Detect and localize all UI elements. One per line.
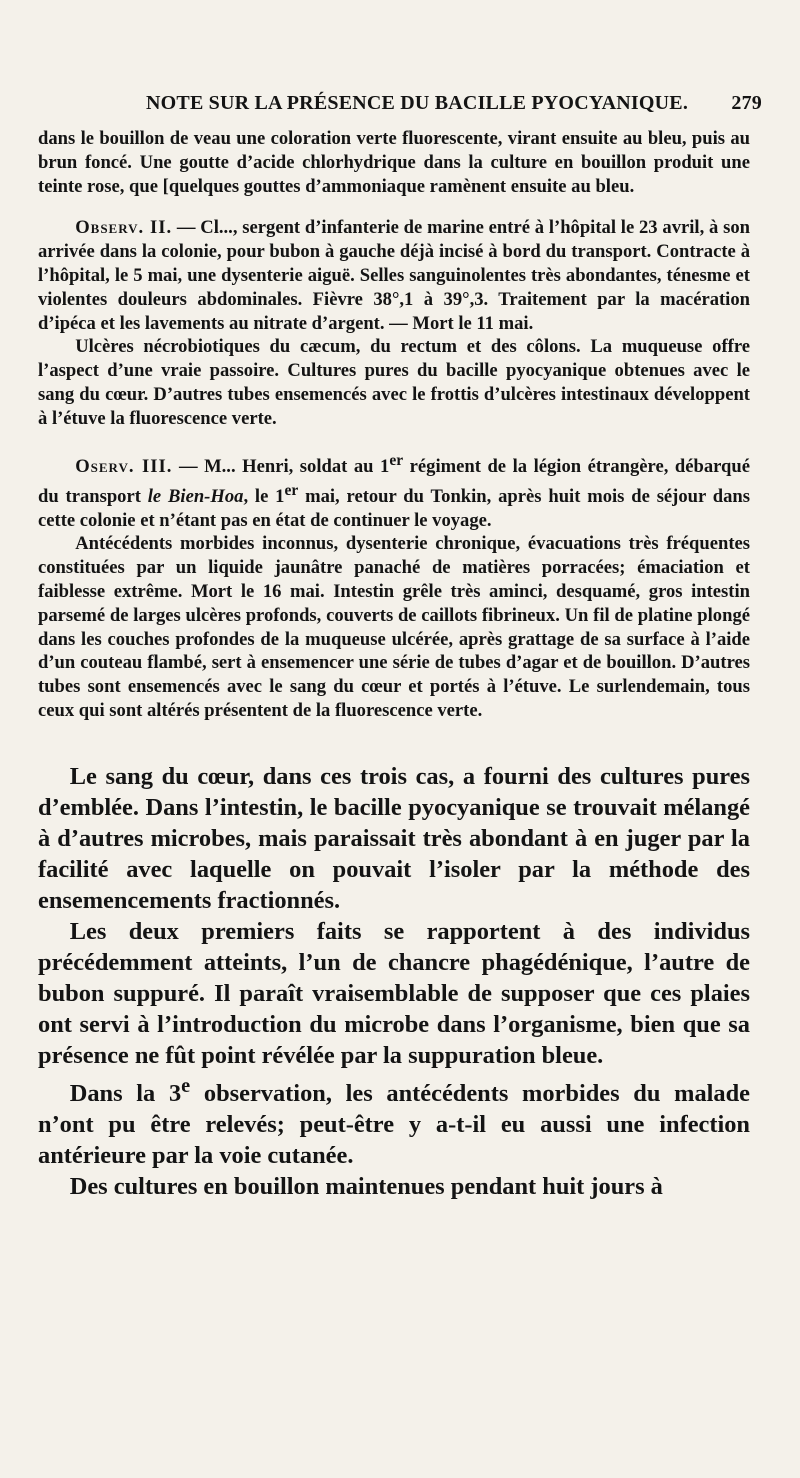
observation-3-history-paragraph: Antécédents morbides inconnus, dysenterie chronique, évacuations très fréquentes constituées par un liquide jaunâtre panaché de matières porracées; émaciation et faiblesse extrême. Mort le 16 mai. Intestin grêle très aminci, desquamé, gros intestin parsemé de larges ulcères profonds, couverts de caillots fibrineux. Un fil de platine plongé dans les couches profondes de la muqueuse ulcérée, après grattage de sa surface à l’aide d’un couteau flambé, sert à ensemencer une série de tubes d’agar et de bouillon. D’autres tubes sont ensemencés avec le sang du cœur et portés à l’étuve. Le surlendemain, tous ceux qui sont altérés présentent de la fluorescence verte. — [38, 533, 750, 721]
observation-2-label: Observ. II. — [75, 217, 173, 239]
superscript: e — [181, 1074, 191, 1097]
observations-section — [38, 127, 750, 723]
running-header — [146, 92, 762, 115]
observation-2-dash: — Cl..., — [172, 217, 243, 239]
observation-3-label: Oserv. III. — [75, 455, 173, 477]
superscript: er — [389, 451, 404, 469]
observation-2-paragraph — [38, 216, 750, 335]
main-text-section — [38, 761, 750, 1202]
paragraph-third-observation: Dans la 3e observation, les antécédents morbides du malade n’ont pu être relevés; peut-être y a-t-il eu aussi une infection antérieure par la voie cutanée. — [38, 1074, 751, 1169]
observation-2-text: sergent d’infanterie de marine entré à l’hôpital le 23 avril, à son arrivée dans la colonie, pour bubon à gauche déjà incisé à bord du transport. Contracte à l’hôpital, le 5 mai, une dysenterie aiguë. Selles sanguinolentes très abondantes, ténesme et violentes douleurs abdominales. Fièvre 38°,1 à 39°,3. Traitement par la macération d’ipéca et les lavements au nitrate d’argent. — Mort le 11 mai. — [38, 217, 750, 334]
observation-3-mid2: , le 1 — [243, 485, 285, 507]
paragraph-first-cases: Les deux premiers faits se rapportent à des individus précédemment atteints, l’un de chancre phagédénique, l’autre de bubon suppuré. Il paraît vraisemblable de supposer que ces plaies ont servi à l’introduction du microbe dans l’organisme, bien que sa présence ne fût point révélée par la suppuration bleue. — [38, 917, 750, 1069]
running-title: NOTE SUR LA PRÉSENCE DU BACILLE PYOCYANIQUE. — [146, 92, 689, 114]
observation-3-lead: — M... Henri, soldat au 1 — [172, 455, 390, 477]
observation-3-mid: régiment de la légion étrangère, débarqué du transport — [38, 455, 750, 507]
observation-3-paragraph — [38, 449, 750, 533]
observation-3-tail: mai, retour du Tonkin, après huit mois de séjour dans cette colonie et n’étant pas en état de continuer le voyage. — [38, 485, 750, 531]
superscript: er — [284, 481, 299, 499]
paragraph-continuation: dans le bouillon de veau une coloration verte fluorescente, virant ensuite au bleu, puis au brun foncé. Une goutte d’acide chlorhydrique dans la culture en bouillon produit une teinte rose, que [quelques gouttes d’ammoniaque ramènent ensuite au bleu. — [38, 128, 750, 197]
ship-name: le Bien-Hoa — [147, 485, 244, 507]
paragraph-bouillon: Des cultures en bouillon maintenues pendant huit jours à — [69, 1172, 663, 1200]
page-number: 279 — [731, 92, 762, 114]
observation-2-autopsy-paragraph: Ulcères nécrobiotiques du cæcum, du rectum et des côlons. La muqueuse offre l’aspect d’une vraie passoire. Cultures pures du bacille pyocyanique obtenues avec le sang du cœur. D’autres tubes ensemencés avec le frottis d’ulcères intestinaux développent à l’étuve la fluorescence verte. — [38, 336, 750, 429]
paragraph-cultures: Le sang du cœur, dans ces trois cas, a fourni des cultures pures d’emblée. Dans l’intestin, le bacille pyocyanique se trouvait mélangé à d’autres microbes, mais paraissait très abondant à en juger par la facilité avec laquelle on pouvait l’isoler par la méthode des ensemencements fractionnés. — [38, 762, 750, 914]
